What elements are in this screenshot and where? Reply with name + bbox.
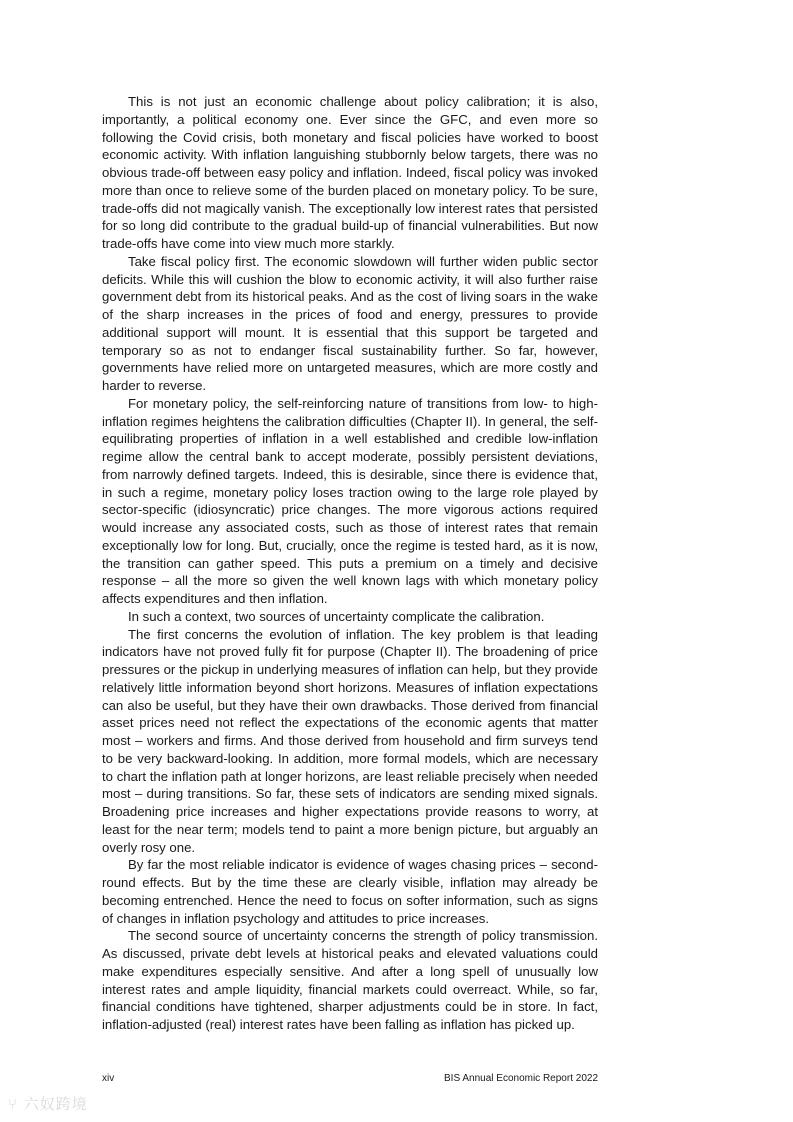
paragraph-policy-transmission: The second source of uncertainty concerns the strength of policy transmission. As discussed, private debt levels at historical peaks and elevated valuations could make expenditures especially sensitive. And after a long spell of unusually low interest rates and ample liquidity, financial markets could overreact. While, so far, financial conditions have tightened, sharper adjustments could be in store. In fact, inflation-adjusted (real) interest rates have been falling as inflation has picked up. bbox=[102, 928, 598, 1032]
paragraph-inflation-evolution: The first concerns the evolution of inflation. The key problem is that leading indicators have not proved fully fit for purpose (Chapter II). The broadening of price pressures or the pickup in underlying measures of inflation can help, but they provide relatively little information beyond short horizons. Measures of inflation expectations can also be useful, but they have their own drawbacks. Those derived from financial asset prices need not reflect the expectations of the economic agents that matter most – workers and firms. And those derived from household and firm surveys tend to be very backward-looking. In addition, more formal models, which are necessary to chart the inflation path at longer horizons, are least reliable precisely when needed most – during transitions. So far, these sets of indicators are sending mixed signals. Broadening price increases and higher expectations provide reasons to worry, at least for the near term; models tend to paint a more benign picture, but arguably an overly rosy one. bbox=[102, 626, 598, 855]
paragraph-uncertainty-intro: In such a context, two sources of uncertainty complicate the calibration. bbox=[128, 608, 545, 624]
page-number: xiv bbox=[102, 1073, 115, 1084]
paragraph-monetary-policy: For monetary policy, the self-reinforcing nature of transitions from low- to high-inflation regimes heightens the calibration difficulties (Chapter II). In general, the self-equilibrating properties of inflation in a well established and credible low-inflation regime allow the central bank to accept moderate, possibly persistent deviations, from narrowly defined targets. Indeed, this is desirable, since there is evidence that, in such a regime, monetary policy loses traction owing to the large role played by sector-specific (idiosyncratic) price changes. The more vigorous actions required would increase any associated costs, such as those of interest rates that remain exceptionally low for long. But, crucially, once the regime is tested hard, as it is now, the transition can gather speed. This puts a premium on a timely and decisive response – all the more so given the well known lags with which monetary policy affects expenditures and then inflation. bbox=[102, 395, 598, 606]
report-title-footer: BIS Annual Economic Report 2022 bbox=[444, 1073, 598, 1084]
watermark-logo: ⑂ 六奴跨境 bbox=[8, 1095, 88, 1113]
paragraph-political-economy: This is not just an economic challenge about policy calibration; it is also, importantly, a political economy one. Ever since the GFC, and even more so following the Covid crisis, both monetary and fiscal policies have worked to boost economic activity. With inflation languishing stubbornly below targets, there was no obvious trade-off between easy policy and inflation. Indeed, fiscal policy was invoked more than once to relieve some of the burden placed on monetary policy. To be sure, trade-offs did not magically vanish. The exceptionally low interest rates that persisted for so long did contribute to the gradual build-up of financial vulnerabilities. But now trade-offs have come into view much more starkly. bbox=[102, 94, 598, 251]
paragraph-second-round-effects: By far the most reliable indicator is evidence of wages chasing prices – second-round effects. But by the time these are clearly visible, inflation may already be becoming entrenched. Hence the need to focus on softer information, such as signs of changes in inflation psychology and attitudes to price increases. bbox=[102, 857, 598, 926]
report-body-text bbox=[102, 93, 598, 1034]
paragraph-fiscal-policy: Take fiscal policy first. The economic slowdown will further widen public sector deficits. While this will cushion the blow to economic activity, it will also further raise government debt from its historical peaks. And as the cost of living soars in the wake of the sharp increases in the prices of food and energy, pressures to provide additional support will mount. It is essential that this support be targeted and temporary so as not to endanger fiscal sustainability further. So far, however, governments have relied more on untargeted measures, which are more costly and harder to reverse. bbox=[102, 253, 598, 393]
